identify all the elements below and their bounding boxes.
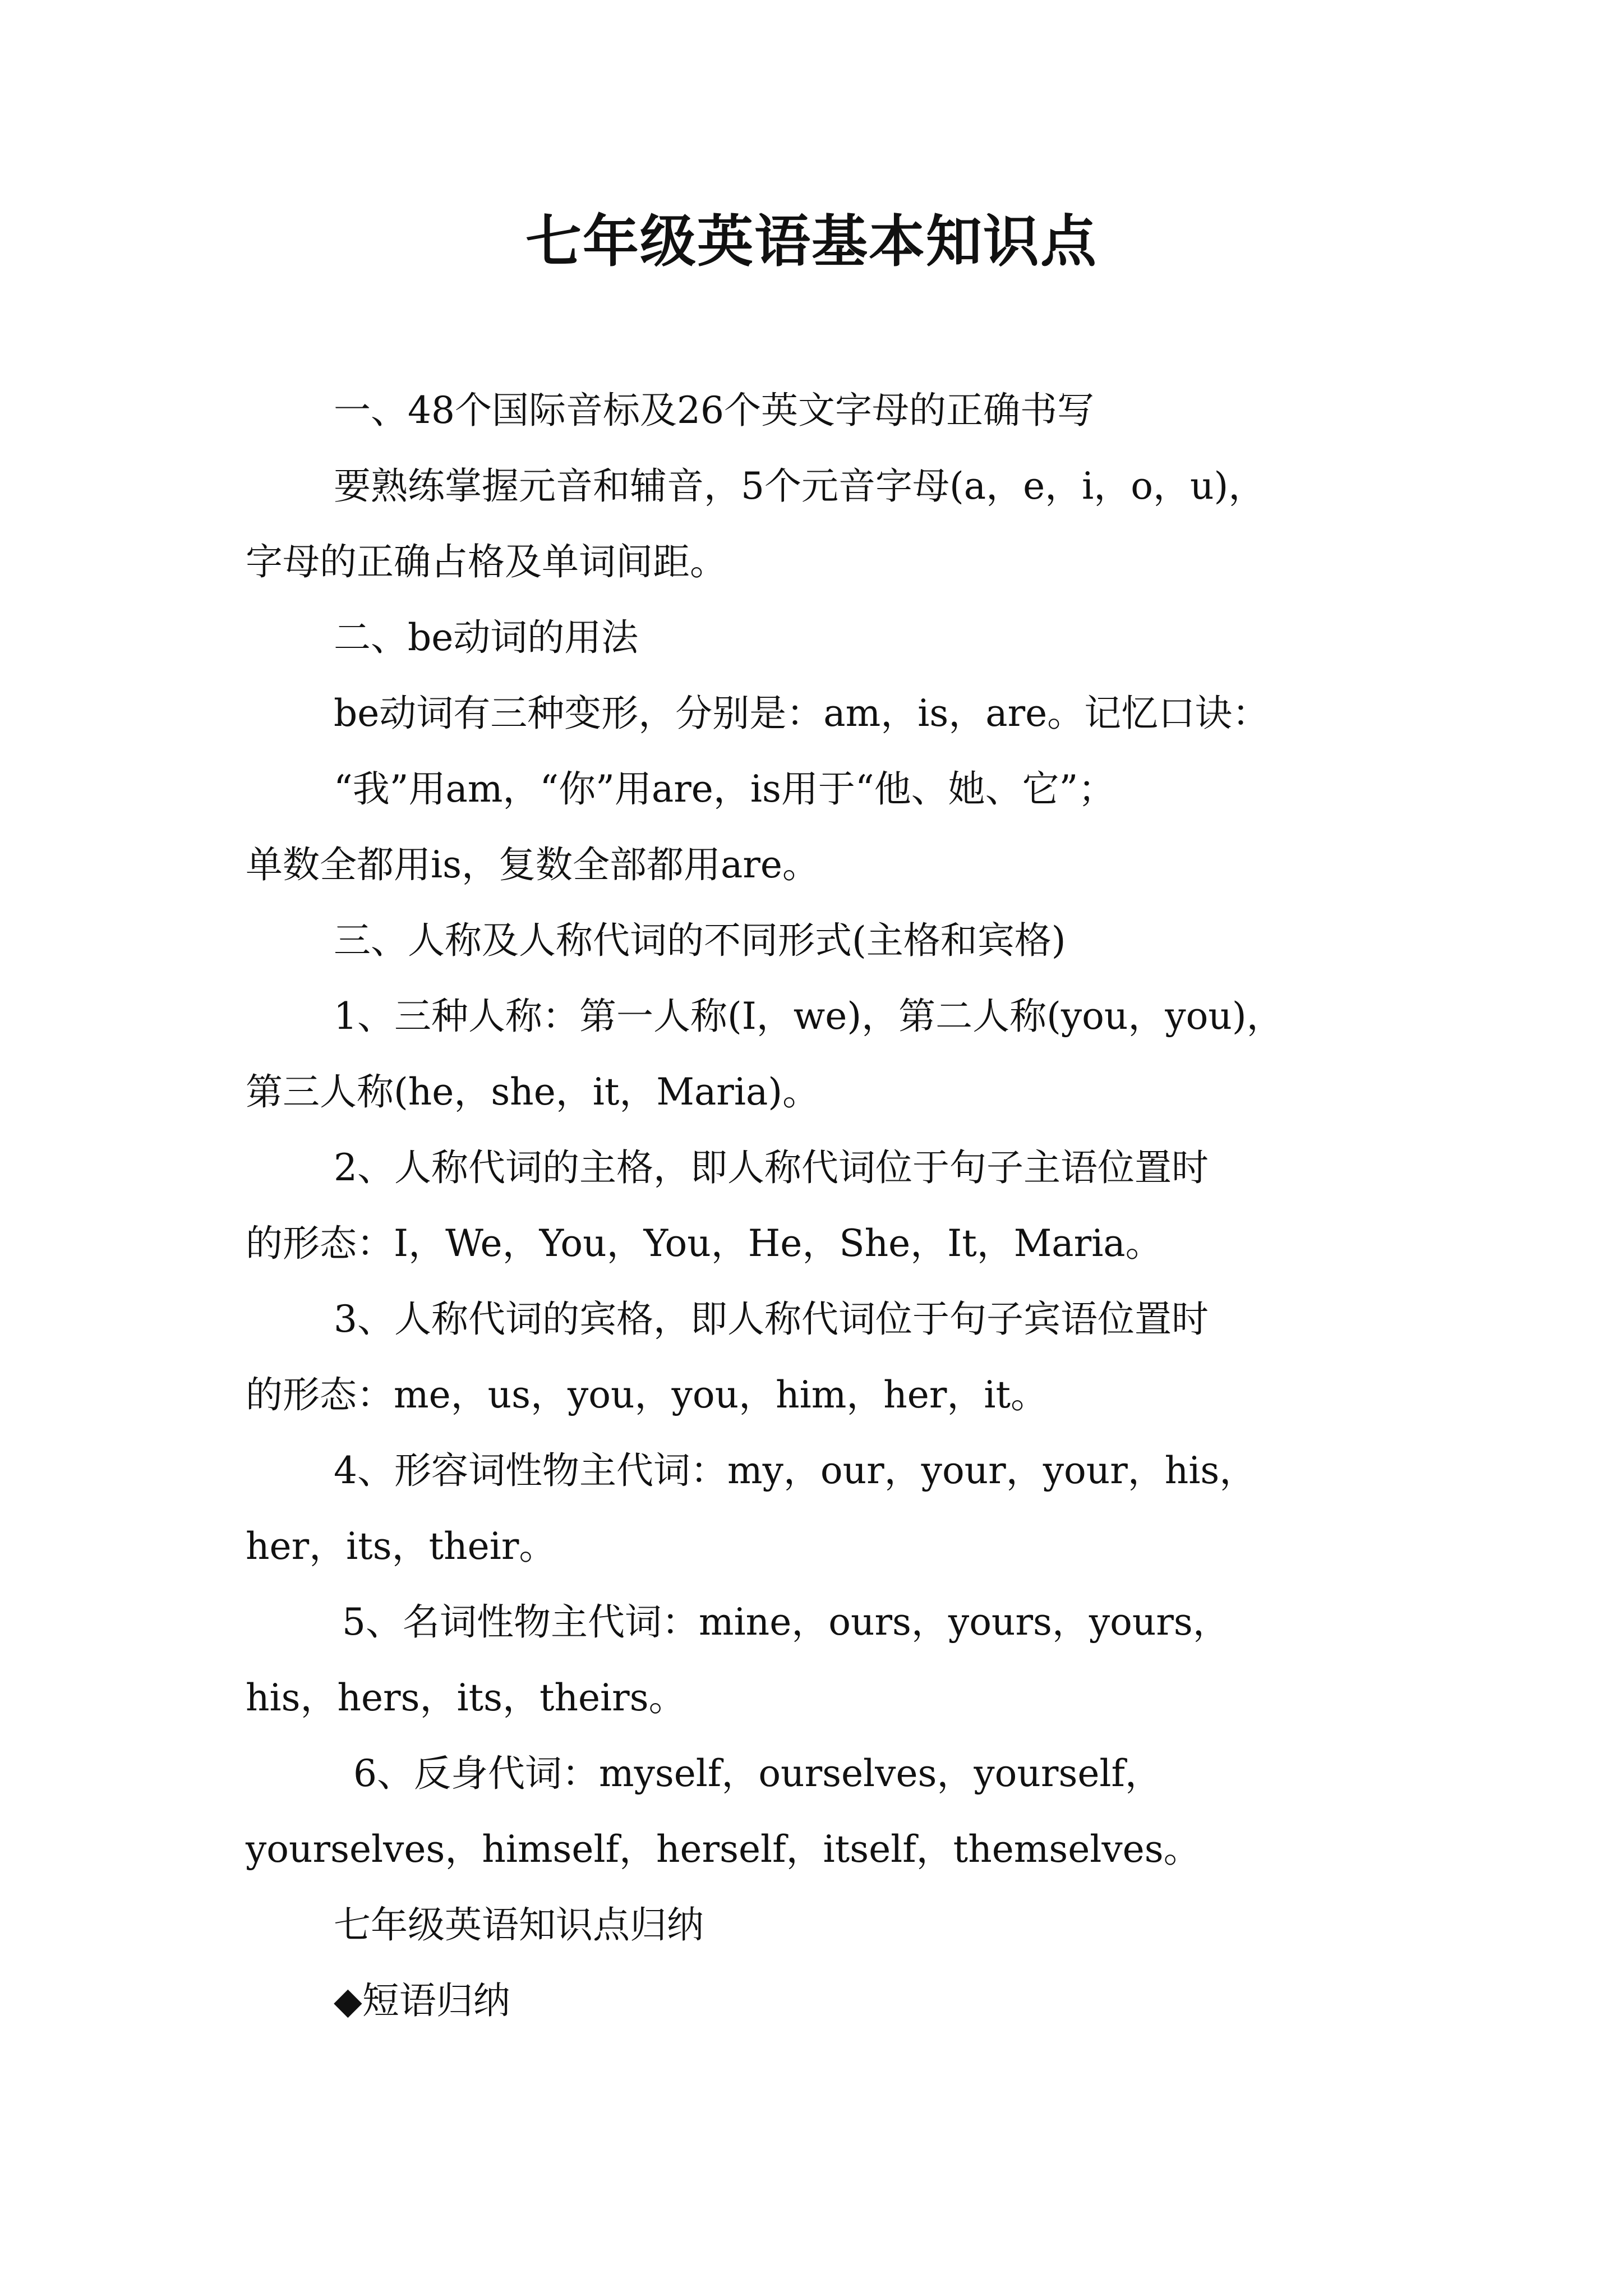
item-noun-possessive-1: 5、名词性物主代词：mine，ours，yours，yours， [342, 1600, 1230, 1644]
paragraph-be-forms: be动词有三种变形，分别是：am，is，are。记忆口诀： [334, 692, 1270, 735]
item-adjective-possessive-1: 4、形容词性物主代词：my，our，your，your，his， [334, 1449, 1257, 1492]
paragraph-be-rhyme-1: “我”用am，“你”用are，is用于“他、她、它”； [334, 767, 1115, 811]
item-object-case-1: 3、人称代词的宾格，即人称代词位于句子宾语位置时 [334, 1297, 1209, 1341]
item-noun-possessive-2: his，hers，its，theirs。 [246, 1676, 686, 1719]
item-reflexive-1: 6、反身代词：myself，ourselves，yourself， [353, 1752, 1162, 1795]
paragraph-be-rhyme-2: 单数全都用is，复数全部都用are。 [246, 843, 819, 886]
item-object-case-2: 的形态：me，us，you，you，him，her，it。 [246, 1373, 1048, 1416]
item-three-persons-1: 1、三种人称：第一人称(I，we)，第二人称(you，you)， [334, 995, 1284, 1038]
heading-be-verb: 二、be动词的用法 [334, 616, 639, 659]
paragraph-vowels-1: 要熟练掌握元音和辅音，5个元音字母(a，e，i，o，u)， [334, 464, 1266, 508]
heading-summary: 七年级英语知识点归纳 [334, 1903, 704, 1947]
item-three-persons-2: 第三人称(he，she，it，Maria)。 [246, 1070, 820, 1114]
heading-phonetics: 一、48个国际音标及26个英文字母的正确书写 [334, 389, 1094, 432]
item-adjective-possessive-2: her，its，their。 [246, 1525, 556, 1568]
paragraph-vowels-2: 字母的正确占格及单词间距。 [246, 540, 727, 583]
heading-phrases: ◆短语归纳 [334, 1979, 510, 2022]
item-subject-case-2: 的形态：I，We，You，You，He，She，It，Maria。 [246, 1222, 1163, 1265]
page-title: 七年级英语基本知识点 [525, 208, 1098, 274]
item-subject-case-1: 2、人称代词的主格，即人称代词位于句子主语位置时 [334, 1146, 1209, 1189]
heading-pronouns: 三、人称及人称代词的不同形式(主格和宾格) [334, 919, 1066, 962]
item-reflexive-2: yourselves，himself，herself，itself，themselves。 [246, 1828, 1201, 1871]
